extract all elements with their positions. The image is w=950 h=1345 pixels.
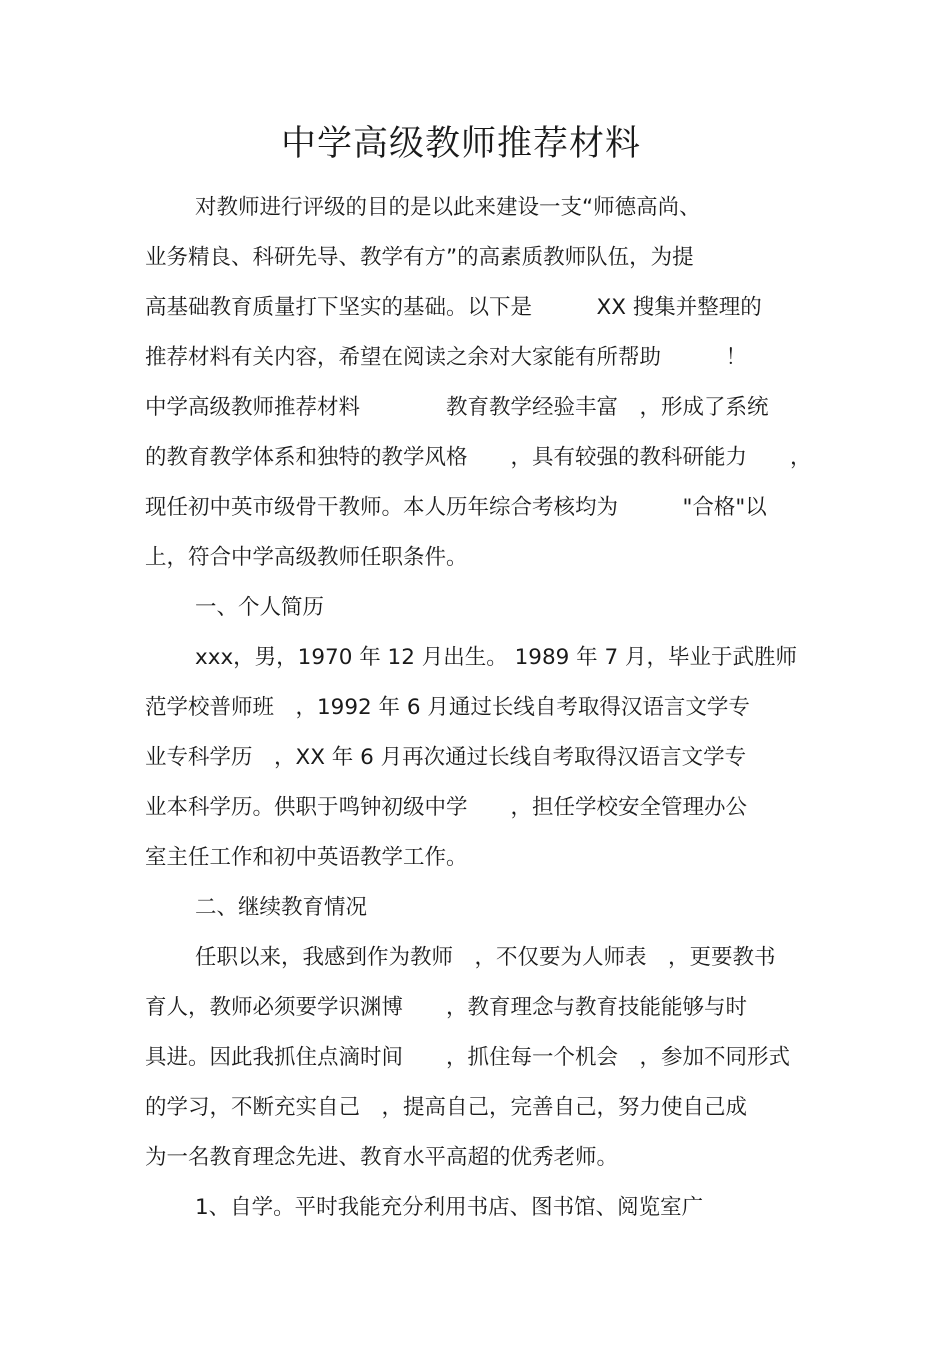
body-line: 的教育教学体系和独特的教学风格 ，具有较强的教科研能力 ， (145, 445, 812, 470)
section-heading: 二、继续教育情况 (195, 895, 368, 920)
body-line: 推荐材料有关内容，希望在阅读之余对大家能有所帮助 ！ (145, 345, 748, 370)
body-line: 业本科学历。供职于鸣钟初级中学 ，担任学校安全管理办公 (145, 795, 748, 820)
body-line: 上，符合中学高级教师任职条件。 (145, 545, 468, 570)
body-line: 育人，教师必须要学识渊博 ，教育理念与教育技能能够与时 (145, 995, 748, 1020)
body-line: 现任初中英市级骨干教师。本人历年综合考核均为 "合格"以 (145, 495, 767, 520)
body-line: 业专科学历 ，XX 年 6 月再次通过长线自考取得汉语言文学专 (145, 745, 747, 770)
body-line: xxx，男，1970 年 12 月出生。 1989 年 7 月，毕业于武胜师 (195, 645, 797, 670)
body-line: 范学校普师班 ，1992 年 6 月通过长线自考取得汉语言文学专 (145, 695, 750, 720)
body-line: 中学高级教师推荐材料 教育教学经验丰富 ，形成了系统 (145, 395, 769, 420)
body-line: 室主任工作和初中英语教学工作。 (145, 845, 468, 870)
body-line: 的学习，不断充实自己 ，提高自己，完善自己，努力使自己成 (145, 1095, 748, 1120)
document-title: 中学高级教师推荐材料 (280, 124, 641, 164)
section-heading: 一、个人简历 (195, 595, 325, 620)
body-line: 业务精良、科研先导、教学有方”的高素质教师队伍，为提 (145, 245, 694, 270)
body-line: 1、自学。平时我能充分利用书店、图书馆、阅览室广 (195, 1195, 704, 1220)
body-line: 高基础教育质量打下坚实的基础。以下是 XX 搜集并整理的 (145, 295, 762, 320)
body-line: 为一名教育理念先进、教育水平高超的优秀老师。 (145, 1145, 619, 1170)
body-line: 任职以来，我感到作为教师 ，不仅要为人师表 ，更要教书 (195, 945, 776, 970)
body-line: 具进。因此我抓住点滴时间 ，抓住每一个机会 ，参加不同形式 (145, 1045, 791, 1070)
body-line: 对教师进行评级的目的是以此来建设一支“师德高尚、 (195, 195, 701, 220)
